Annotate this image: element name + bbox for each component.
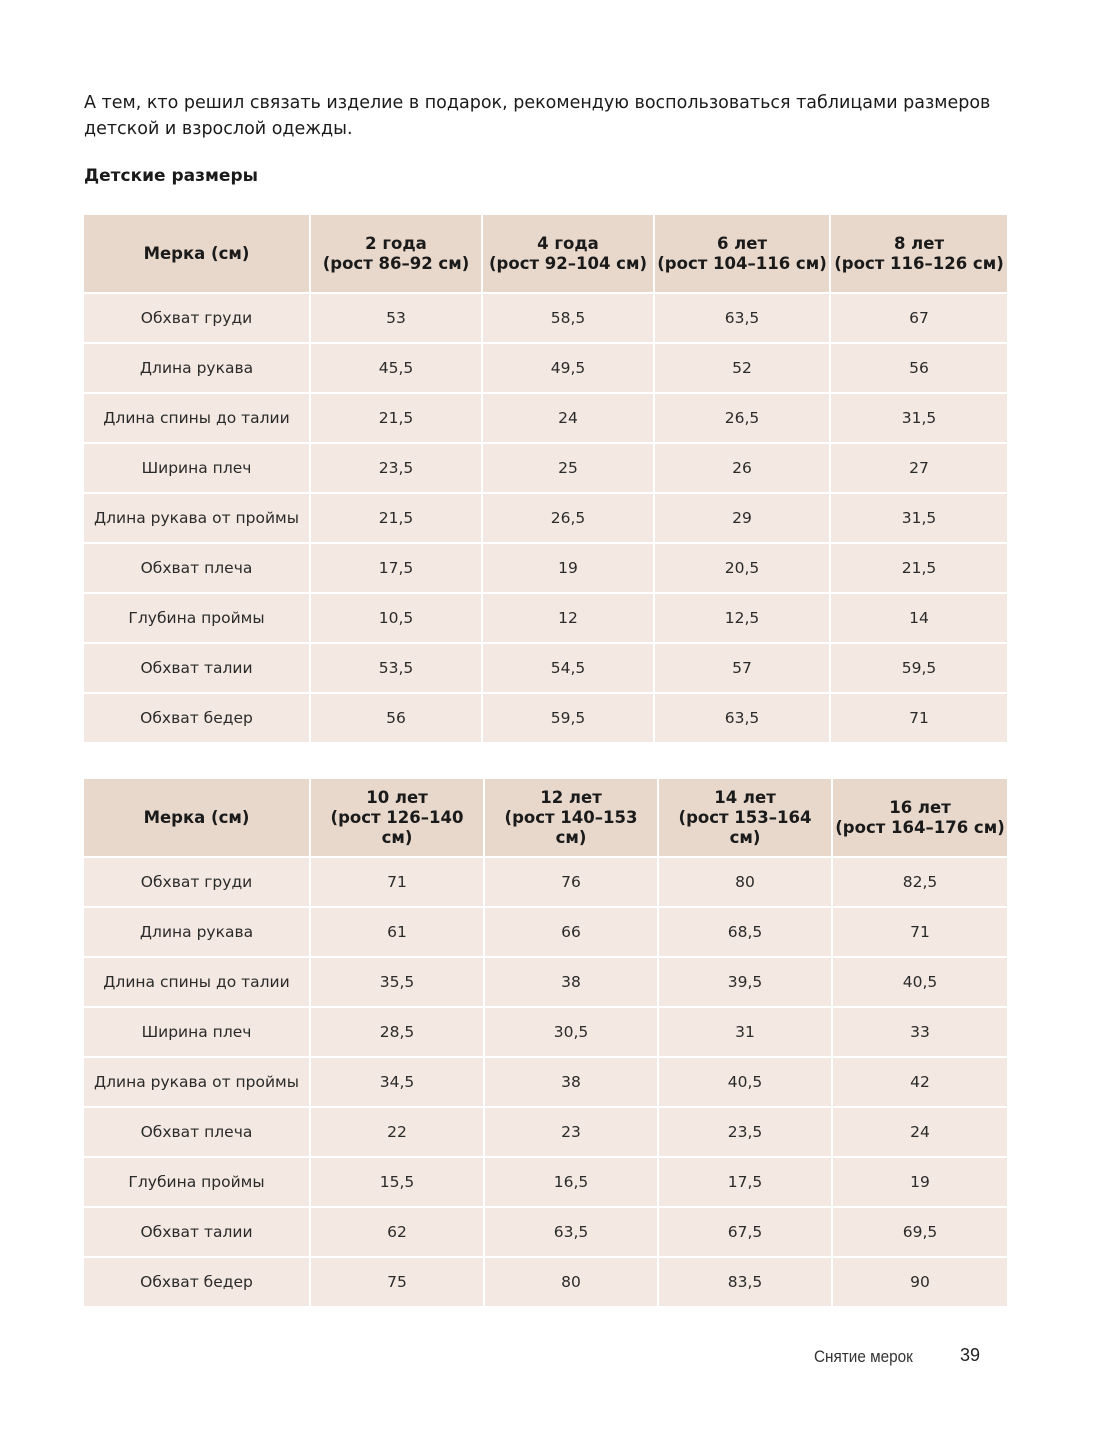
table-cell: 10,5 <box>310 593 482 643</box>
header-age: 8 лет <box>893 233 945 253</box>
table-row <box>84 1207 1007 1257</box>
footer-section-label: Снятие мерок <box>814 1347 913 1366</box>
table-cell: 69,5 <box>832 1207 1007 1257</box>
table-cell: 61 <box>310 907 484 957</box>
table-cell: 35,5 <box>310 957 484 1007</box>
table-cell: 71 <box>830 693 1007 742</box>
header-age: 2 года <box>365 233 427 253</box>
table-cell: 67 <box>830 293 1007 343</box>
header-size-column <box>484 779 658 857</box>
table-cell: 26 <box>654 443 830 493</box>
table-cell: 38 <box>484 1057 658 1107</box>
table-cell: 17,5 <box>658 1157 832 1207</box>
table-cell: 52 <box>654 343 830 393</box>
table-cell: 31,5 <box>830 493 1007 543</box>
table-cell: 59,5 <box>482 693 654 742</box>
table-row <box>84 1157 1007 1207</box>
table-cell: 57 <box>654 643 830 693</box>
header-height: (рост 86–92 см) <box>322 253 470 273</box>
row-label: Обхват груди <box>84 293 310 343</box>
size-table-children-small <box>84 215 1007 742</box>
table-cell: 16,5 <box>484 1157 658 1207</box>
header-size-column <box>310 779 484 857</box>
table-cell: 23,5 <box>310 443 482 493</box>
table-row <box>84 343 1007 393</box>
header-age: 6 лет <box>716 233 768 253</box>
table-row <box>84 493 1007 543</box>
header-age: 14 лет <box>714 787 776 807</box>
table-cell: 34,5 <box>310 1057 484 1107</box>
table-header-row <box>84 215 1007 293</box>
table-cell: 29 <box>654 493 830 543</box>
table-cell: 12,5 <box>654 593 830 643</box>
table-cell: 21,5 <box>310 493 482 543</box>
header-age: 12 лет <box>540 787 602 807</box>
row-label: Длина рукава <box>84 907 310 957</box>
header-age: 16 лет <box>889 797 951 817</box>
row-label: Обхват талии <box>84 643 310 693</box>
table-cell: 53,5 <box>310 643 482 693</box>
table-cell: 80 <box>484 1257 658 1306</box>
table-cell: 39,5 <box>658 957 832 1007</box>
table-cell: 31,5 <box>830 393 1007 443</box>
table-cell: 17,5 <box>310 543 482 593</box>
table-cell: 40,5 <box>832 957 1007 1007</box>
section-heading: Детские размеры <box>84 166 258 186</box>
table-cell: 49,5 <box>482 343 654 393</box>
table-cell: 80 <box>658 857 832 907</box>
table-row <box>84 593 1007 643</box>
header-size-column <box>482 215 654 293</box>
table-cell: 23,5 <box>658 1107 832 1157</box>
table-cell: 45,5 <box>310 343 482 393</box>
header-height: (рост 126–140 см) <box>330 807 464 847</box>
table-cell: 54,5 <box>482 643 654 693</box>
table-cell: 56 <box>830 343 1007 393</box>
table-cell: 28,5 <box>310 1007 484 1057</box>
row-label: Ширина плеч <box>84 1007 310 1057</box>
table-cell: 40,5 <box>658 1057 832 1107</box>
header-age: 4 года <box>537 233 599 253</box>
table-cell: 66 <box>484 907 658 957</box>
table-cell: 63,5 <box>484 1207 658 1257</box>
table-row <box>84 1007 1007 1057</box>
table-row <box>84 857 1007 907</box>
row-label: Длина спины до талии <box>84 393 310 443</box>
row-label: Глубина проймы <box>84 1157 310 1207</box>
row-label: Обхват плеча <box>84 1107 310 1157</box>
table-cell: 33 <box>832 1007 1007 1057</box>
table-cell: 22 <box>310 1107 484 1157</box>
row-label: Длина рукава <box>84 343 310 393</box>
table-cell: 24 <box>482 393 654 443</box>
table-row <box>84 693 1007 742</box>
header-height: (рост 92–104 см) <box>489 253 647 273</box>
intro-paragraph: А тем, кто решил связать изделие в подарок, рекомендую воспользоваться таблицами размеров детской и взрослой одежды. <box>84 93 991 139</box>
table-cell: 25 <box>482 443 654 493</box>
table-row <box>84 643 1007 693</box>
row-label: Ширина плеч <box>84 443 310 493</box>
table-row <box>84 293 1007 343</box>
table-cell: 83,5 <box>658 1257 832 1306</box>
header-height: (рост 104–116 см) <box>657 253 827 273</box>
table-cell: 30,5 <box>484 1007 658 1057</box>
table-cell: 56 <box>310 693 482 742</box>
table-cell: 90 <box>832 1257 1007 1306</box>
table-header-row <box>84 779 1007 857</box>
table-cell: 71 <box>310 857 484 907</box>
table-cell: 68,5 <box>658 907 832 957</box>
table-row <box>84 1257 1007 1306</box>
table-cell: 20,5 <box>654 543 830 593</box>
page-number: 39 <box>960 1345 981 1365</box>
table-cell: 19 <box>832 1157 1007 1207</box>
header-measure: Мерка (см) <box>84 215 310 293</box>
row-label: Глубина проймы <box>84 593 310 643</box>
header-size-column <box>832 779 1007 857</box>
header-height: (рост 153–164 см) <box>678 807 812 847</box>
table-cell: 53 <box>310 293 482 343</box>
table-cell: 21,5 <box>830 543 1007 593</box>
table-row <box>84 393 1007 443</box>
table-cell: 27 <box>830 443 1007 493</box>
table-cell: 24 <box>832 1107 1007 1157</box>
table-cell: 14 <box>830 593 1007 643</box>
table-row <box>84 443 1007 493</box>
row-label: Длина рукава от проймы <box>84 493 310 543</box>
row-label: Длина рукава от проймы <box>84 1057 310 1107</box>
row-label: Обхват плеча <box>84 543 310 593</box>
table-cell: 58,5 <box>482 293 654 343</box>
table-row <box>84 957 1007 1007</box>
row-label: Обхват бедер <box>84 693 310 742</box>
header-measure: Мерка (см) <box>84 779 310 857</box>
table-cell: 12 <box>482 593 654 643</box>
table-cell: 26,5 <box>482 493 654 543</box>
table-cell: 26,5 <box>654 393 830 443</box>
table-row <box>84 1057 1007 1107</box>
table-cell: 38 <box>484 957 658 1007</box>
table-row <box>84 907 1007 957</box>
table-cell: 63,5 <box>654 693 830 742</box>
table-cell: 63,5 <box>654 293 830 343</box>
row-label: Обхват бедер <box>84 1257 310 1306</box>
table-cell: 42 <box>832 1057 1007 1107</box>
table-cell: 19 <box>482 543 654 593</box>
table-cell: 75 <box>310 1257 484 1306</box>
table-cell: 71 <box>832 907 1007 957</box>
table-cell: 23 <box>484 1107 658 1157</box>
table-cell: 62 <box>310 1207 484 1257</box>
header-size-column <box>830 215 1007 293</box>
table-row <box>84 543 1007 593</box>
header-age: 10 лет <box>366 787 428 807</box>
table-cell: 82,5 <box>832 857 1007 907</box>
header-size-column <box>310 215 482 293</box>
header-size-column <box>654 215 830 293</box>
row-label: Длина спины до талии <box>84 957 310 1007</box>
header-height: (рост 116–126 см) <box>834 253 1004 273</box>
table-cell: 67,5 <box>658 1207 832 1257</box>
table-cell: 76 <box>484 857 658 907</box>
row-label: Обхват груди <box>84 857 310 907</box>
header-height: (рост 140–153 см) <box>504 807 638 847</box>
table-cell: 59,5 <box>830 643 1007 693</box>
table-row <box>84 1107 1007 1157</box>
header-height: (рост 164–176 см) <box>835 817 1005 837</box>
size-table-children-large <box>84 779 1007 1306</box>
header-size-column <box>658 779 832 857</box>
table-cell: 31 <box>658 1007 832 1057</box>
row-label: Обхват талии <box>84 1207 310 1257</box>
table-cell: 21,5 <box>310 393 482 443</box>
table-cell: 15,5 <box>310 1157 484 1207</box>
